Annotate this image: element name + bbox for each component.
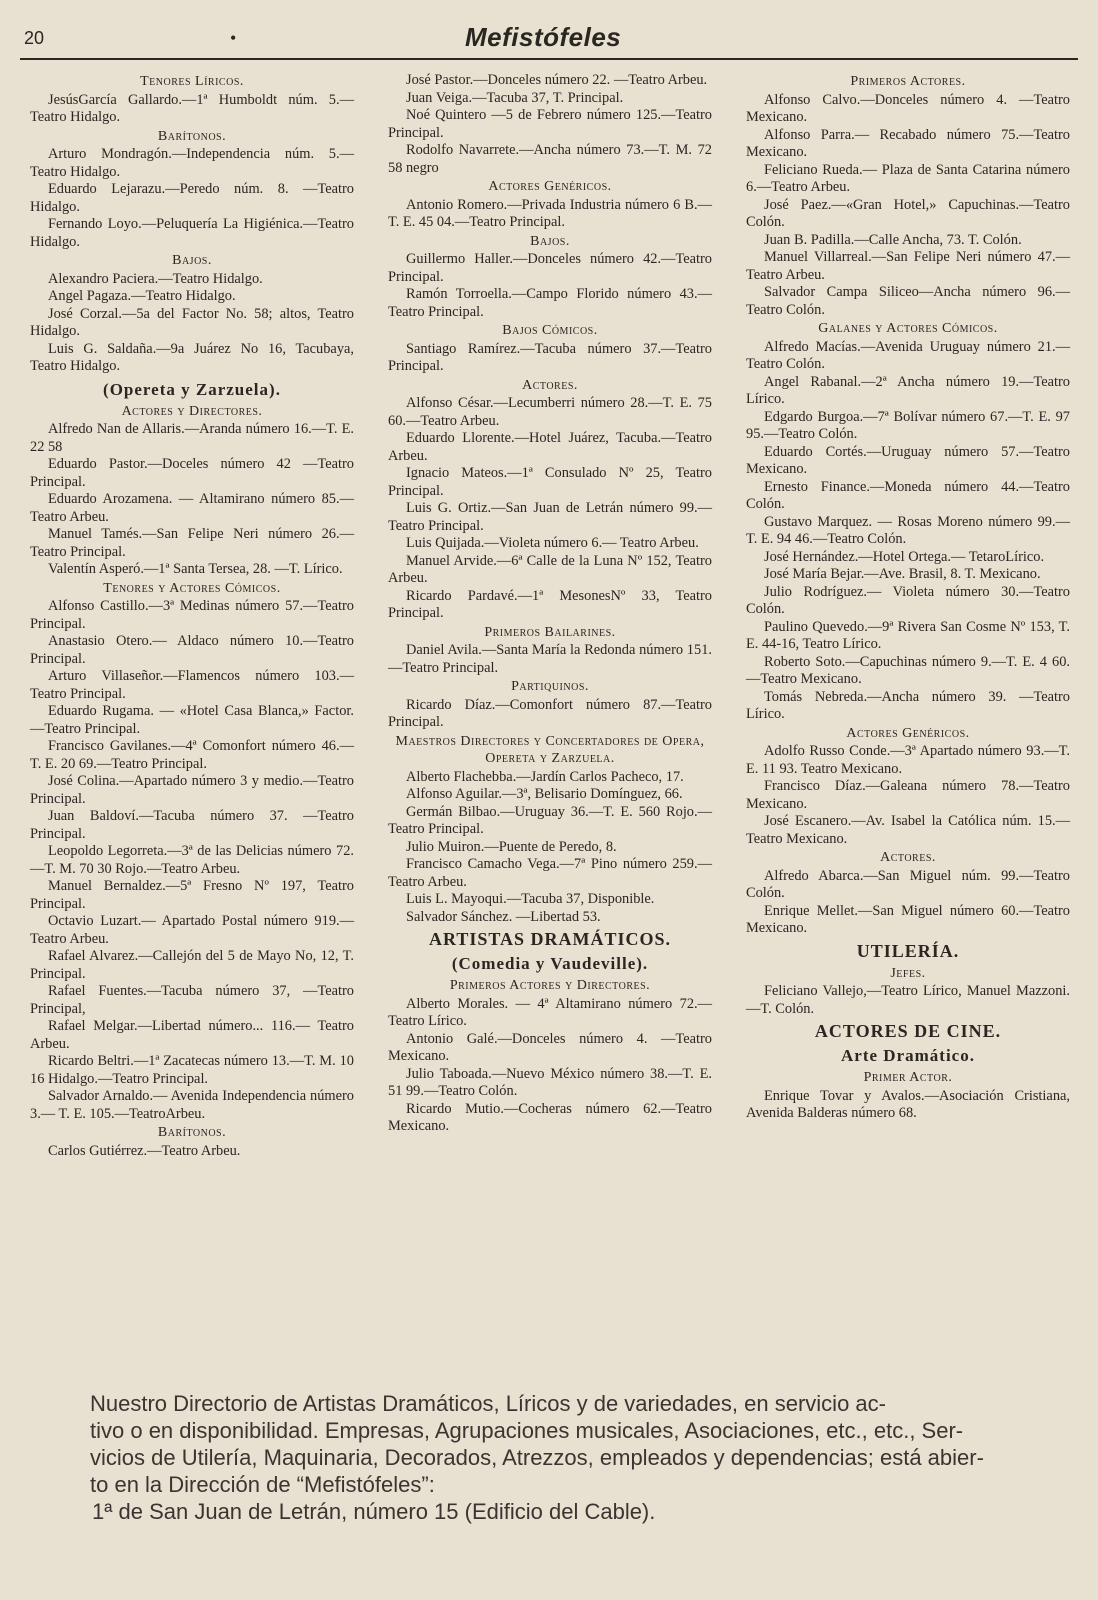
- directory-entry: Arturo Villaseñor.—Flamencos número 103.—Teatro Principal.: [30, 668, 354, 702]
- directory-entry: JesúsGarcía Gallardo.—1ª Humboldt núm. 5.—Teatro Hidalgo.: [30, 91, 354, 125]
- section-heading: Barítonos.: [157, 1125, 227, 1140]
- directory-entry: Eduardo Llorente.—Hotel Juárez, Tacuba.—Teatro Arbeu.: [388, 430, 712, 464]
- directory-entry: Juan B. Padilla.—Calle Ancha, 73. T. Colón.: [764, 231, 1022, 248]
- directory-entry: José Pastor.—Donceles número 22. —Teatro Arbeu.: [406, 72, 708, 88]
- section-title: Arte Dramático.: [841, 1046, 975, 1065]
- directory-entry: José Corzal.—5a del Factor No. 58; altos, Teatro Hidalgo.: [30, 305, 354, 339]
- directory-columns: [30, 72, 1070, 1159]
- directory-entry: Juan Veiga.—Tacuba 37, T. Principal.: [406, 89, 624, 106]
- section-heading: Tenores Líricos.: [140, 74, 244, 89]
- directory-entry: Alfredo Macías.—Avenida Uruguay número 21.—Teatro Colón.: [746, 338, 1070, 372]
- directory-entry: Julio Muiron.—Puente de Peredo, 8.: [406, 838, 617, 855]
- directory-entry: Eduardo Rugama. — «Hotel Casa Blanca,» Factor.—Teatro Principal.: [30, 703, 354, 737]
- directory-entry: Octavio Luzart.— Apartado Postal número 919.—Teatro Arbeu.: [30, 913, 354, 947]
- directory-entry: Salvador Arnaldo.— Avenida Independencia número 3.— T. E. 105.—TeatroArbeu.: [30, 1088, 354, 1122]
- directory-entry: Rodolfo Navarrete.—Ancha número 73.—T. M. 72 58 negro: [388, 142, 712, 176]
- directory-entry: Alberto Morales. — 4ª Altamirano número 72.—Teatro Lírico.: [388, 995, 712, 1029]
- directory-entry: Rafael Fuentes.—Tacuba número 37, —Teatro Principal,: [30, 983, 354, 1017]
- section-heading: Primer Actor.: [863, 1070, 953, 1085]
- directory-entry: Angel Rabanal.—2ª Ancha número 19.—Teatro Lírico.: [746, 373, 1070, 407]
- directory-entry: José Hernández.—Hotel Ortega.— TetaroLírico.: [764, 548, 1045, 565]
- directory-entry: Ricardo Pardavé.—1ª MesonesNº 33, Teatro Principal.: [388, 587, 712, 621]
- directory-entry: Ricardo Beltri.—1ª Zacatecas número 13.—T. M. 10 16 Hidalgo.—Teatro Principal.: [30, 1053, 354, 1087]
- section-heading: Galanes y Actores Cómicos.: [818, 321, 998, 336]
- section-heading: Bajos.: [172, 253, 212, 268]
- directory-entry: Arturo Mondragón.—Independencia núm. 5.—Teatro Hidalgo.: [30, 146, 354, 180]
- directory-entry: Julio Rodríguez.— Violeta número 30.—Teatro Colón.: [746, 583, 1070, 617]
- directory-entry: Paulino Quevedo.—9ª Rivera San Cosme Nº 153, T. E. 44-16, Teatro Lírico.: [746, 618, 1070, 652]
- section-heading: Actores.: [522, 377, 578, 393]
- directory-entry: Alfonso Parra.— Recabado número 75.—Teatro Mexicano.: [746, 126, 1070, 160]
- directory-entry: Germán Bilbao.—Uruguay 36.—T. E. 560 Rojo.—Teatro Principal.: [388, 803, 712, 837]
- notice-line: to en la Dirección de “Mefistófeles”:: [90, 1472, 435, 1497]
- directory-entry: Antonio Galé.—Donceles número 4. —Teatro Mexicano.: [388, 1030, 712, 1064]
- directory-entry: José María Bejar.—Ave. Brasil, 8. T. Mexicano.: [764, 566, 1041, 582]
- section-title: (Comedia y Vaudeville).: [451, 954, 649, 973]
- directory-entry: Eduardo Arozamena. — Altamirano número 85.—Teatro Arbeu.: [30, 491, 354, 525]
- directory-entry: Salvador Campa Siliceo—Ancha número 96.—Teatro Colón.: [746, 284, 1070, 318]
- directory-entry: Rafael Alvarez.—Callejón del 5 de Mayo No, 12, T. Principal.: [30, 948, 354, 982]
- header-dot: •: [230, 28, 237, 48]
- directory-entry: Alfonso Aguilar.—3ª, Belisario Domínguez, 66.: [406, 786, 683, 802]
- directory-entry: Enrique Tovar y Avalos.—Asociación Cristiana, Avenida Balderas número 68.: [746, 1087, 1070, 1121]
- directory-entry: Eduardo Lejarazu.—Peredo núm. 8. —Teatro Hidalgo.: [30, 181, 354, 215]
- directory-entry: Tomás Nebreda.—Ancha número 39. —Teatro Lírico.: [746, 688, 1070, 722]
- directory-notice: [90, 1390, 1020, 1525]
- directory-entry: Santiago Ramírez.—Tacuba número 37.—Teatro Principal.: [388, 340, 712, 374]
- section-heading: Bajos Cómicos.: [502, 323, 598, 338]
- column-3: [746, 72, 1070, 1121]
- directory-entry: Enrique Mellet.—San Miguel número 60.—Teatro Mexicano.: [746, 902, 1070, 936]
- section-heading: Tenores y Actores Cómicos.: [103, 580, 281, 596]
- directory-entry: Luis Quijada.—Violeta número 6.— Teatro Arbeu.: [406, 535, 699, 551]
- page-number: 20: [24, 28, 45, 48]
- directory-entry: Fernando Loyo.—Peluquería La Higiénica.—Teatro Hidalgo.: [30, 216, 354, 250]
- section-title: ARTISTAS DRAMÁTICOS.: [428, 929, 672, 949]
- directory-entry: Manuel Tamés.—San Felipe Neri número 26.—Teatro Principal.: [30, 526, 354, 560]
- directory-entry: Francisco Camacho Vega.—7ª Pino número 259.—Teatro Arbeu.: [388, 856, 712, 890]
- directory-entry: Manuel Bernaldez.—5ª Fresno Nº 197, Teatro Principal.: [30, 878, 354, 912]
- directory-entry: Feliciano Vallejo,—Teatro Lírico, Manuel Mazzoni.—T. Colón.: [746, 983, 1070, 1017]
- directory-entry: Ricardo Díaz.—Comonfort número 87.—Teatro Principal.: [388, 696, 712, 730]
- section-heading: Actores Genéricos.: [488, 179, 612, 194]
- notice-address: 1ª de San Juan de Letrán, número 15 (Edificio del Cable).: [92, 1499, 656, 1524]
- section-heading: Primeros Bailarines.: [484, 624, 616, 640]
- section-heading: Bajos.: [530, 233, 570, 249]
- notice-line: tivo o en disponibilidad. Empresas, Agrupaciones musicales, Asociaciones, etc., etc., Ser-: [90, 1418, 964, 1443]
- directory-entry: Alfonso César.—Lecumberri número 28.—T. E. 75 60.—Teatro Arbeu.: [388, 395, 712, 429]
- directory-entry: Guillermo Haller.—Donceles número 42.—Teatro Principal.: [388, 251, 712, 285]
- section-heading: Primeros Actores.: [850, 74, 966, 89]
- directory-entry: Carlos Gutiérrez.—Teatro Arbeu.: [48, 1142, 241, 1159]
- directory-entry: Valentín Asperó.—1ª Santa Tersea, 28. —T. Lírico.: [48, 561, 343, 577]
- section-heading: Barítonos.: [157, 128, 227, 144]
- directory-entry: Luis G. Ortiz.—San Juan de Letrán número 99.—Teatro Principal.: [388, 500, 712, 534]
- directory-entry: Alfonso Calvo.—Donceles número 4. —Teatro Mexicano.: [746, 91, 1070, 125]
- column-2: [388, 72, 712, 1134]
- section-title: ACTORES DE CINE.: [814, 1021, 1002, 1041]
- section-heading: Partiquinos.: [511, 679, 589, 694]
- directory-entry: Francisco Díaz.—Galeana número 78.—Teatro Mexicano.: [746, 778, 1070, 812]
- directory-entry: Alfredo Abarca.—San Miguel núm. 99.—Teatro Colón.: [746, 867, 1070, 901]
- directory-entry: Ernesto Finance.—Moneda número 44.—Teatro Colón.: [746, 478, 1070, 512]
- section-heading: Actores.: [880, 850, 936, 865]
- notice-line: Nuestro Directorio de Artistas Dramáticos, Líricos y de variedades, en servicio ac-: [90, 1391, 886, 1416]
- directory-entry: Luis L. Mayoqui.—Tacuba 37, Disponible.: [406, 891, 655, 907]
- section-heading: Actores Genéricos.: [846, 725, 970, 741]
- directory-entry: Alberto Flachebba.—Jardín Carlos Pacheco, 17.: [406, 768, 684, 785]
- directory-entry: Juan Baldoví.—Tacuba número 37. —Teatro Principal.: [30, 808, 354, 842]
- directory-entry: Daniel Avila.—Santa María la Redonda número 151.—Teatro Principal.: [388, 642, 712, 676]
- directory-entry: Eduardo Cortés.—Uruguay número 57.—Teatro Mexicano.: [746, 443, 1070, 477]
- directory-entry: Manuel Villarreal.—San Felipe Neri número 47.—Teatro Arbeu.: [746, 249, 1070, 283]
- directory-entry: Salvador Sánchez. —Libertad 53.: [406, 908, 601, 925]
- magazine-title: Mefistófeles: [465, 22, 622, 52]
- directory-entry: José Escanero.—Av. Isabel la Católica núm. 15.—Teatro Mexicano.: [746, 813, 1070, 847]
- section-heading: Actores y Directores.: [121, 403, 263, 419]
- directory-entry: Francisco Gavilanes.—4ª Comonfort número 46.—T. E. 20 69.—Teatro Principal.: [30, 738, 354, 772]
- directory-entry: José Colina.—Apartado número 3 y medio.—Teatro Principal.: [30, 773, 354, 807]
- directory-entry: Alfredo Nan de Allaris.—Aranda número 16.—T. E. 22 58: [30, 421, 354, 455]
- directory-entry: Leopoldo Legorreta.—3ª de las Delicias número 72.—T. M. 70 30 Rojo.—Teatro Arbeu.: [30, 843, 354, 877]
- directory-entry: Julio Taboada.—Nuevo México número 38.—T. E. 51 99.—Teatro Colón.: [388, 1065, 712, 1099]
- directory-entry: Rafael Melgar.—Libertad número... 116.— Teatro Arbeu.: [30, 1018, 354, 1052]
- notice-line: vicios de Utilería, Maquinaria, Decorados, Atrezzos, empleados y dependencias; está abier-: [90, 1445, 984, 1470]
- section-heading: Jefes.: [890, 965, 926, 981]
- directory-entry: Roberto Soto.—Capuchinas número 9.—T. E. 4 60.—Teatro Mexicano.: [746, 653, 1070, 687]
- directory-entry: Luis G. Saldaña.—9a Juárez No 16, Tacubaya, Teatro Hidalgo.: [30, 340, 354, 374]
- directory-entry: José Paez.—«Gran Hotel,» Capuchinas.—Teatro Colón.: [746, 196, 1070, 230]
- directory-entry: Alfonso Castillo.—3ª Medinas número 57.—Teatro Principal.: [30, 598, 354, 632]
- header-rule: [20, 58, 1078, 60]
- directory-entry: Edgardo Burgoa.—7ª Bolívar número 67.—T. E. 97 95.—Teatro Colón.: [746, 408, 1070, 442]
- page-header: [0, 0, 1098, 62]
- section-heading: Primeros Actores y Directores.: [449, 978, 651, 993]
- directory-entry: Anastasio Otero.— Aldaco número 10.—Teatro Principal.: [30, 633, 354, 667]
- directory-entry: Feliciano Rueda.— Plaza de Santa Catarina número 6.—Teatro Arbeu.: [746, 161, 1070, 195]
- directory-entry: Noé Quintero —5 de Febrero número 125.—Teatro Principal.: [388, 107, 712, 141]
- directory-entry: Alexandro Paciera.—Teatro Hidalgo.: [48, 270, 263, 287]
- directory-entry: Angel Pagaza.—Teatro Hidalgo.: [48, 288, 236, 304]
- section-heading: Maestros Directores y Concertadores de Opera, Opereta y Zarzuela.: [395, 733, 705, 766]
- section-title: (Opereta y Zarzuela).: [103, 379, 281, 399]
- column-1: [30, 72, 354, 1159]
- directory-entry: Ramón Torroella.—Campo Florido número 43.—Teatro Principal.: [388, 286, 712, 320]
- directory-entry: Manuel Arvide.—6ª Calle de la Luna Nº 152, Teatro Arbeu.: [388, 552, 712, 586]
- directory-entry: Adolfo Russo Conde.—3ª Apartado número 93.—T. E. 11 93. Teatro Mexicano.: [746, 743, 1070, 777]
- directory-entry: Ignacio Mateos.—1ª Consulado Nº 25, Teatro Principal.: [388, 465, 712, 499]
- directory-entry: Gustavo Marquez. — Rosas Moreno número 99.—T. E. 94 46.—Teatro Colón.: [746, 513, 1070, 547]
- section-title: UTILERÍA.: [856, 940, 960, 961]
- directory-entry: Antonio Romero.—Privada Industria número 6 B.—T. E. 45 04.—Teatro Principal.: [388, 196, 712, 230]
- directory-entry: Ricardo Mutio.—Cocheras número 62.—Teatro Mexicano.: [388, 1100, 712, 1134]
- directory-entry: Eduardo Pastor.—Doceles número 42 —Teatro Principal.: [30, 456, 354, 490]
